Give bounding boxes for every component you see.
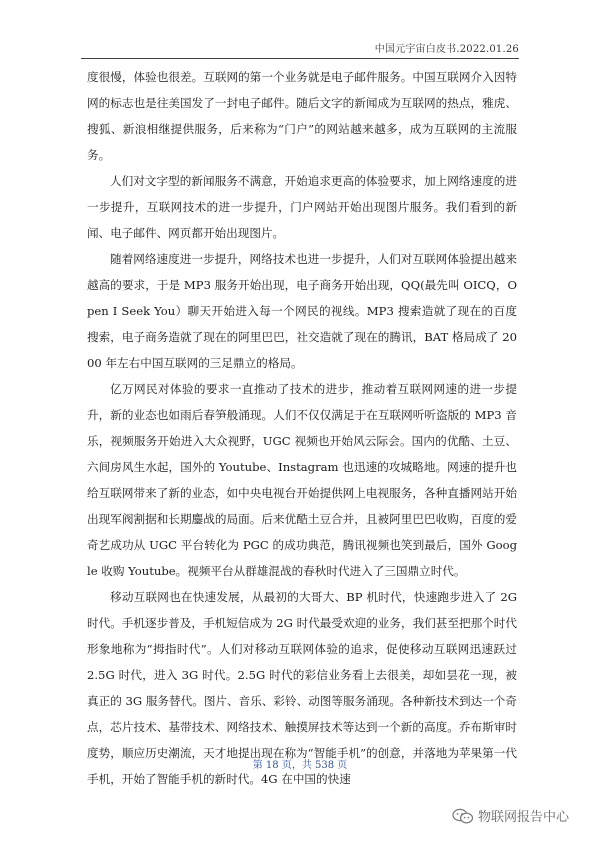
paragraph: 亿万网民对体验的要求一直推动了技术的进步，推动着互联网网速的进一步提升，新的业态也如雨后春笋般涌现。人们不仅仅满足于在互联网听听盗版的 MP3 音乐，视频服务开始进入大众视野，UGC 视频也开始风云际会。国内的优酷、土豆、六间房风生水起，国外的 Youtube、Instagram 也迅速的攻城略地。网速的提升也给互联网带来了新的业态，如中央电视台开始提供网上电视服务，各种直播网站开始出现军阀割据和长期鏖战的局面。后来优酷土豆合并，且被阿里巴巴收购，百度的爱奇艺成功从 UGC 平台转化为 PGC 的成功典范，腾讯视频也笑到最后，国外 Google 收购 Youtube。视频平台从群雄混战的春秋时代进入了三国鼎立时代。 [87,382,517,578]
header-divider [81,58,519,59]
page-number: 第 18 页，共 538 页 [252,760,348,771]
watermark-text: 物联网报告中心 [478,810,570,825]
page-body [87,64,517,792]
wechat-icon [452,808,474,824]
paragraph: 人们对文字型的新闻服务不满意，开始追求更高的体验要求，加上网络速度的进一步提升，互联网技术的进一步提升，门户网站开始出现图片服务。我们看到的新闻、电子邮件、网页都开始出现图片。 [87,174,517,240]
running-header: 中国元宇宙白皮书.2022.01.26 [374,44,519,55]
paragraph-continuation: 度很慢，体验也很差。互联网的第一个业务就是电子邮件服务。中国互联网介入因特网的标志也是往美国发了一封电子邮件。随后文字的新闻成为互联网的热点，雅虎、搜狐、新浪相继提供服务，后来称为“门户”的网站越来越多，成为互联网的主流服务。 [87,70,517,162]
paragraph: 随着网络速度进一步提升，网络技术也进一步提升，人们对互联网体验提出越来越高的要求，于是 MP3 服务开始出现，电子商务开始出现，QQ(最先叫 OICQ，Open I Seek You）聊天开始进入每一个网民的视线。MP3 搜索造就了现在的百度搜索，电子商务造就了现在的阿里巴巴，社交造就了现在的腾讯，BAT 格局成了 2000 年左右中国互联网的三足鼎立的格局。 [87,252,517,370]
paragraph: 移动互联网也在快速发展，从最初的大哥大、BP 机时代，快速跑步进入了 2G 时代。手机逐步普及，手机短信成为 2G 时代最受欢迎的业务，我们甚至把那个时代形象地称为“拇指时代”。人们对移动互联网体验的追求，促使移动互联网迅速跃过 2.5G 时代，进入 3G 时代。2.5G 时代的彩信业务看上去很美，却如昙花一现，被真正的 3G 服务替代。图片、音乐、彩铃、动图等服务涌现。各种新技术到达一个奇点，芯片技术、基带技术、网络技术、触摸屏技术等达到一个新的高度。乔布斯审时度势，顺应历史潮流，天才地提出现在称为“智能手机”的创意，并落地为苹果第一代手机，开始了智能手机的新时代。4G 在中国的快速 [87,590,517,786]
watermark [452,806,569,825]
